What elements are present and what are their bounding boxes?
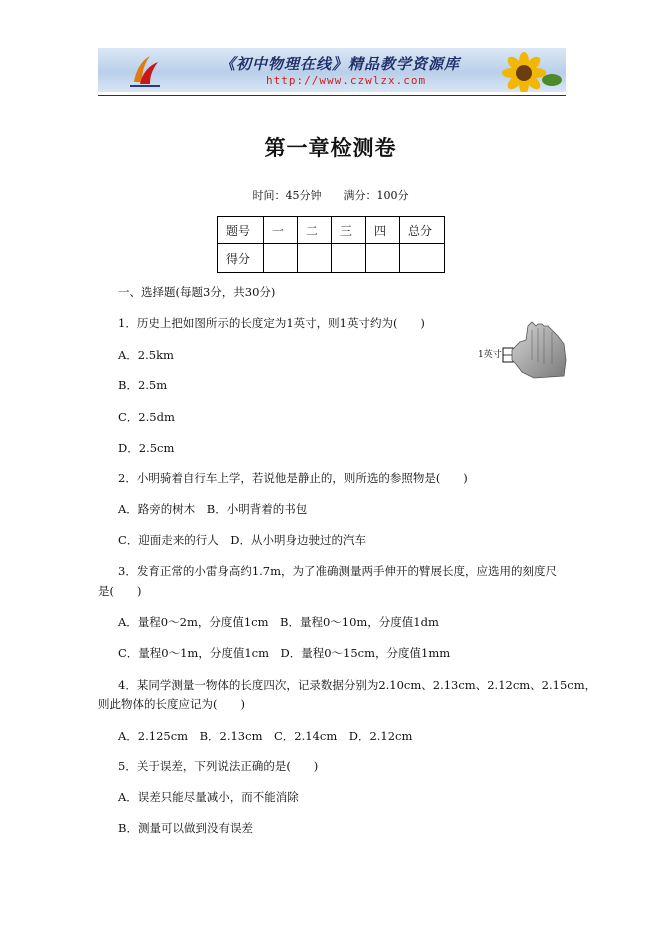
question-4-stem-line1: 4．某同学测量一物体的长度四次，记录数据分别为2.10cm、2.13cm、2.12cm、2.15cm， — [118, 678, 597, 692]
hand-inch-figure — [474, 320, 572, 380]
score-cell[interactable] — [264, 244, 298, 273]
question-3-stem-line2: 是( ) — [98, 584, 142, 598]
score-cell[interactable] — [298, 244, 332, 273]
question-2-options-ab: A．路旁的树木 B．小明背着的书包 — [118, 502, 308, 516]
banner-url[interactable]: http://www.czwlzx.com — [266, 74, 427, 87]
sunflower-icon — [484, 50, 564, 92]
question-3-options-cd: C．量程0～1m，分度值1cm D．量程0～15cm，分度值1mm — [118, 646, 451, 660]
header-banner — [98, 48, 566, 92]
score-header-cell: 总分 — [400, 217, 445, 244]
score-table-header-row — [218, 217, 445, 244]
score-header-cell: 四 — [366, 217, 400, 244]
exam-meta — [0, 187, 661, 203]
score-cell[interactable] — [366, 244, 400, 273]
score-table-row — [218, 244, 445, 273]
question-5-stem: 5．关于误差，下列说法正确的是( ) — [118, 759, 319, 773]
score-table — [217, 216, 445, 273]
exam-time: 时间：45分钟 — [252, 189, 322, 202]
page-title: 第一章检测卷 — [264, 135, 397, 160]
score-header-cell: 三 — [332, 217, 366, 244]
logo-icon — [126, 52, 162, 88]
score-row-label: 得分 — [218, 244, 264, 273]
question-2-stem: 2．小明骑着自行车上学，若说他是静止的，则所选的参照物是( ) — [118, 471, 468, 485]
question-1-stem: 1．历史上把如图所示的长度定为1英寸，则1英寸约为( ) — [118, 316, 425, 330]
question-5-option-a: A．误差只能尽量减小，而不能消除 — [118, 790, 299, 804]
figure-label: 1英寸 — [478, 350, 502, 360]
question-4-options: A．2.125cm B．2.13cm C．2.14cm D．2.12cm — [118, 729, 413, 743]
banner-title: 《初中物理在线》精品教学资源库 — [220, 55, 461, 73]
score-header-cell: 题号 — [218, 217, 264, 244]
score-header-cell: 二 — [298, 217, 332, 244]
question-4-stem-line2: 则此物体的长度应记为( ) — [98, 697, 245, 711]
header-divider — [98, 95, 566, 96]
question-1-option-a: A．2.5km — [118, 348, 174, 362]
question-3-options-ab: A．量程0～2m，分度值1cm B．量程0～10m，分度值1dm — [118, 615, 439, 629]
exam-full-score: 满分：100分 — [343, 189, 409, 202]
question-1-option-c: C．2.5dm — [118, 410, 175, 424]
question-3-stem-line1: 3．发育正常的小雷身高约1.7m，为了准确测量两手伸开的臂展长度，应选用的刻度尺 — [118, 564, 558, 578]
question-2-options-cd: C．迎面走来的行人 D．从小明身边驶过的汽车 — [118, 533, 367, 547]
score-cell[interactable] — [400, 244, 445, 273]
question-1-option-b: B．2.5m — [118, 378, 168, 392]
question-5-option-b: B．测量可以做到没有误差 — [118, 821, 253, 835]
section-heading: 一、选择题(每题3分，共30分) — [118, 285, 276, 299]
question-1-option-d: D．2.5cm — [118, 441, 175, 455]
score-header-cell: 一 — [264, 217, 298, 244]
score-cell[interactable] — [332, 244, 366, 273]
